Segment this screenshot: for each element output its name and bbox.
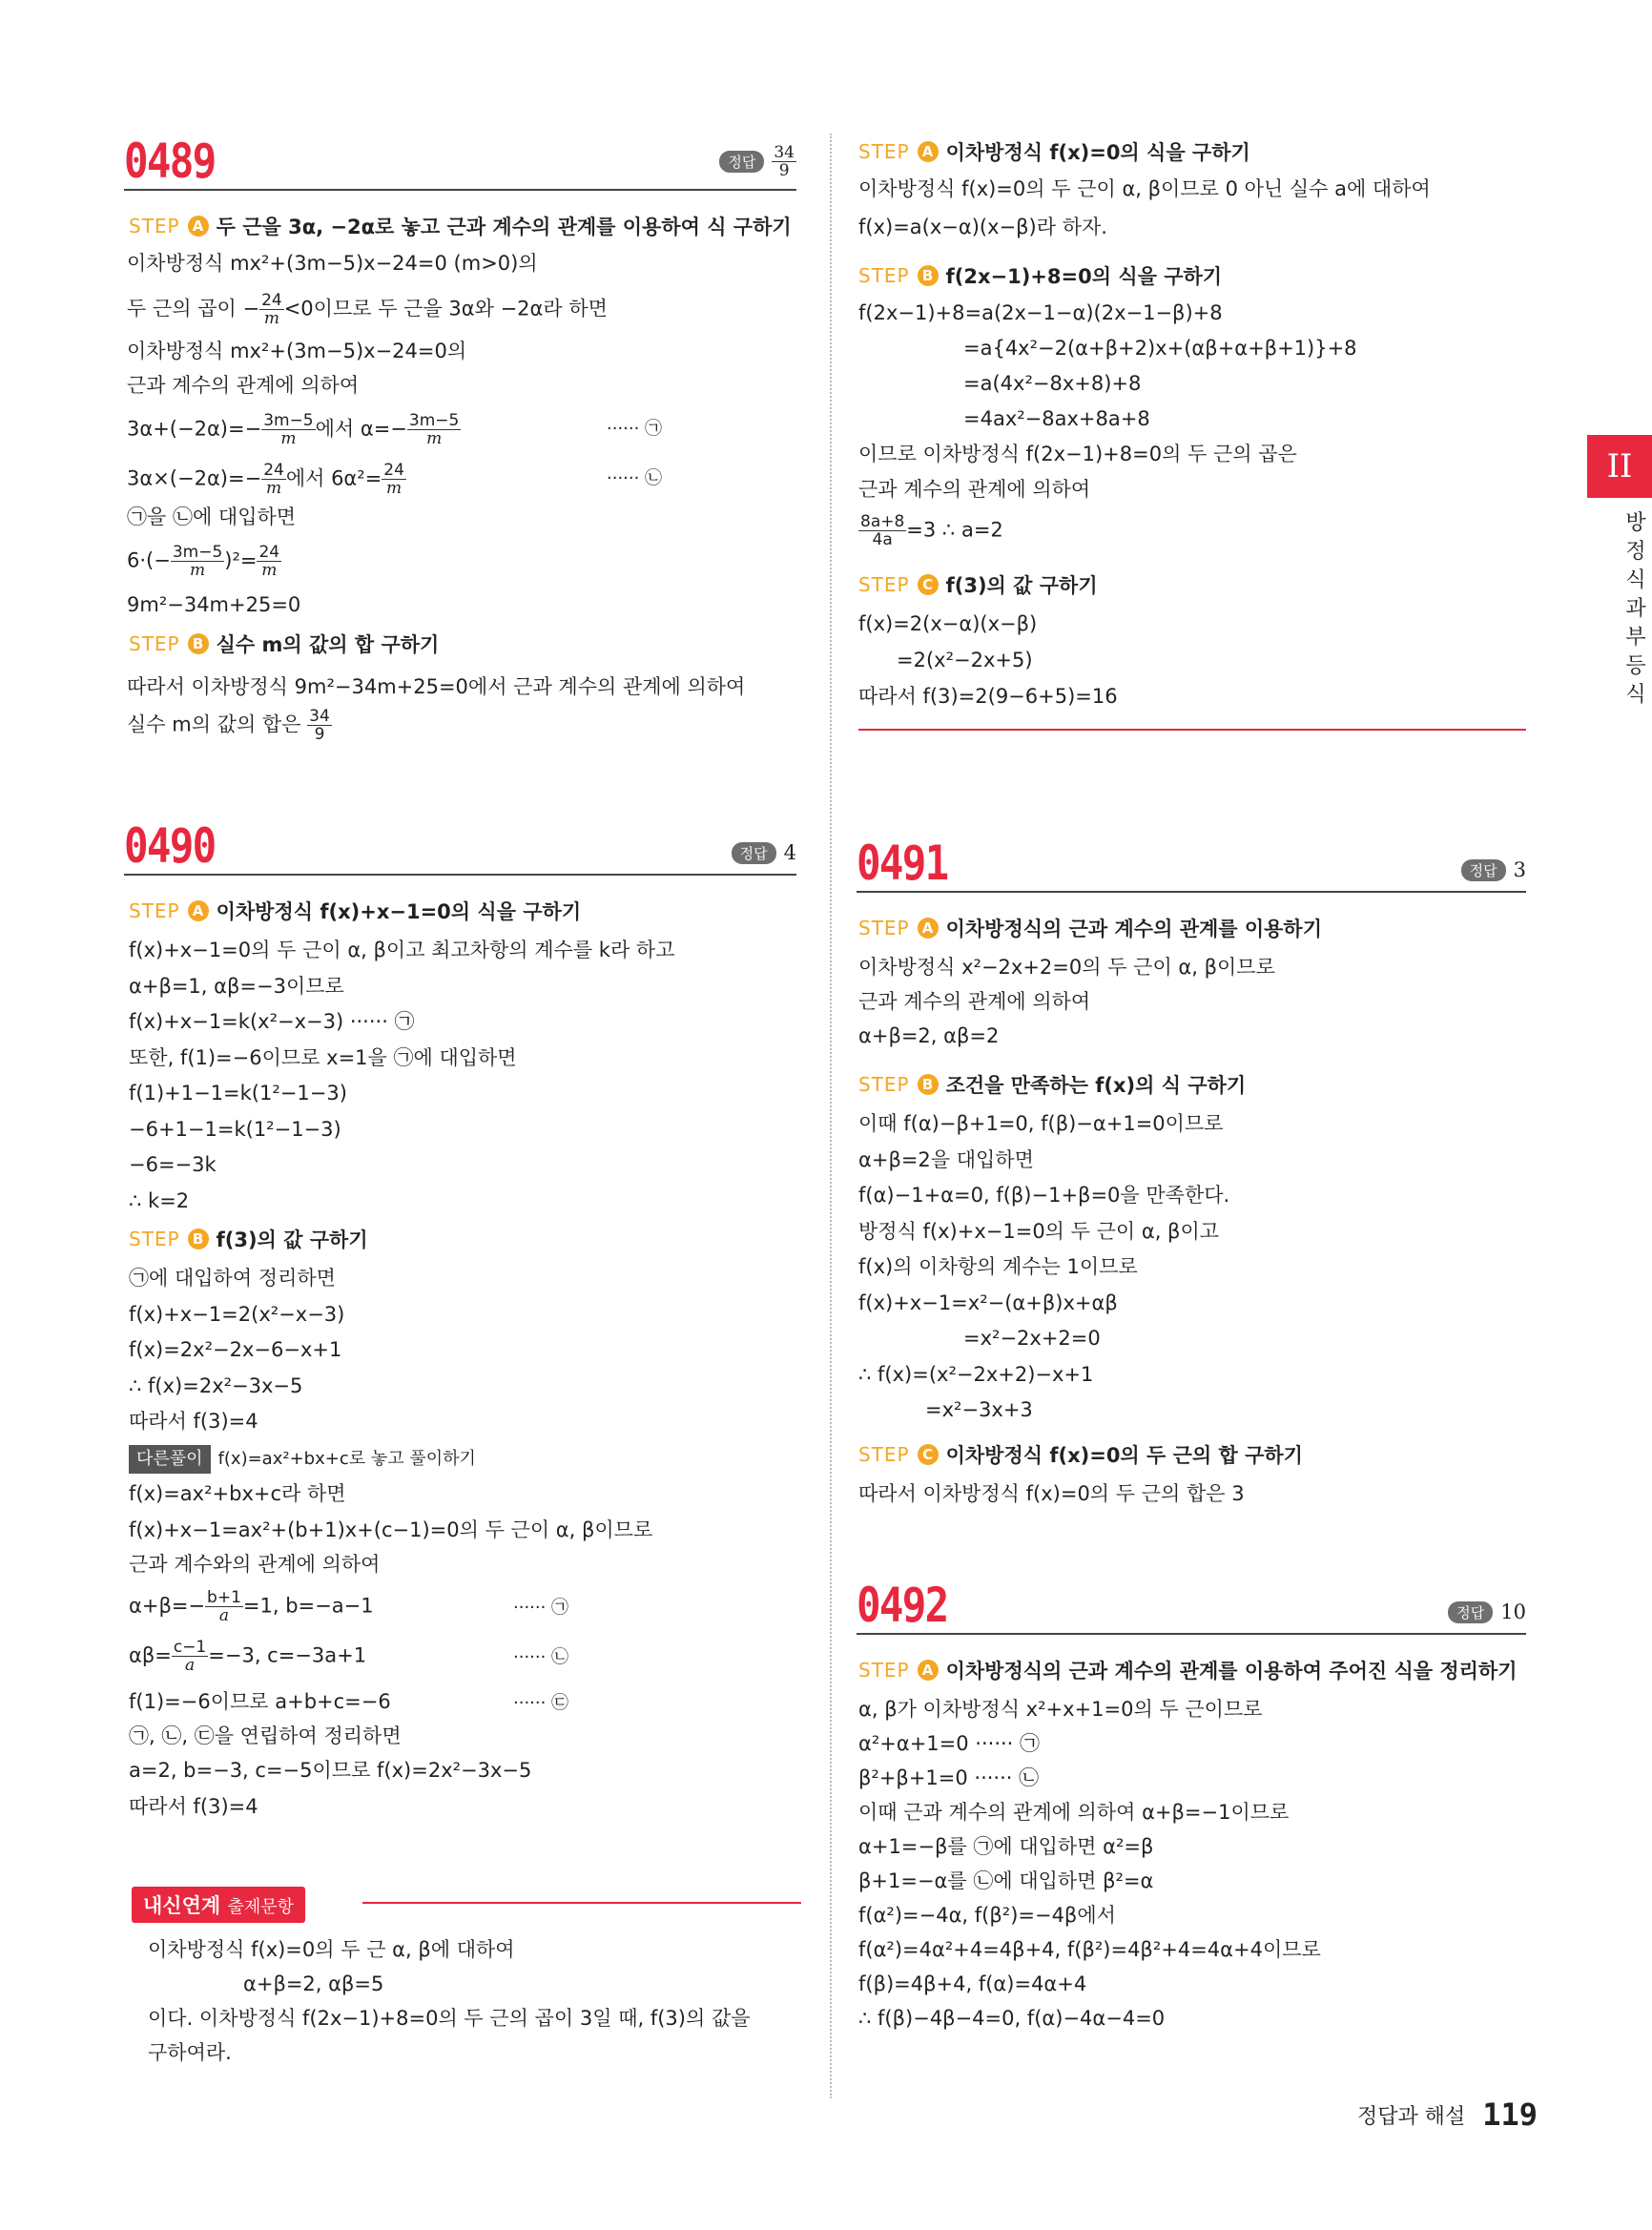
header-rule (857, 1633, 1526, 1635)
problem-0489-header (124, 134, 796, 191)
page-number: 119 (1482, 2096, 1538, 2133)
text-line: 이때 f(α)−β+1=0, f(β)−α+1=0이므로 (858, 1112, 1224, 1135)
text-line: f(x)+x−1=k(x²−x−3) ······ ㉠ (129, 1010, 415, 1033)
step-circle-icon: B (918, 265, 939, 286)
text-line: α+β=2, αβ=2 (858, 1024, 1000, 1047)
text-line: =x²−3x+3 (925, 1398, 1033, 1421)
text-line: f(α)−1+α=0, f(β)−1+β=0을 만족한다. (858, 1184, 1230, 1207)
text-line: 방정식 f(x)+x−1=0의 두 근이 α, β이고 (858, 1219, 1220, 1243)
step-b-heading: STEP B f(2x−1)+8=0의 식을 구하기 (858, 264, 1223, 288)
text-line: f(α²)=−4α, f(β²)=−4β에서 (858, 1904, 1116, 1927)
text-line: f(x)+x−1=0의 두 근이 α, β이고 최고차항의 계수를 k라 하고 (129, 939, 675, 961)
text-line: 두 근의 곱이 − $\frac{24}{m}$ <0이므로 두 근을 3α와 −2α라 하면 (127, 291, 608, 328)
naesin-label: 내신연계 출제문항 (132, 1887, 305, 1923)
text-line: ㉠, ㉡, ㉢을 연립하여 정리하면 (129, 1724, 402, 1747)
text-line: 따라서 f(3)=4 (129, 1410, 258, 1433)
text-line: =a(4x²−8x+8)+8 (963, 372, 1142, 395)
text-line: f(x)+x−1=x²−(α+β)x+αβ (858, 1291, 1118, 1314)
step-circle-icon: B (188, 1229, 209, 1249)
equation-mark: ······ ㉠ (607, 419, 663, 439)
step-a-heading: STEP A 이차방정식의 근과 계수의 관계를 이용하여 주어진 식을 정리하기 (858, 1659, 1518, 1683)
answer (1448, 1600, 1526, 1623)
text-line: β²+β+1=0 ······ ㉡ (858, 1766, 1040, 1789)
text-line: =2(x²−2x+5) (897, 649, 1033, 671)
answer-badge: 정답 (1461, 859, 1506, 881)
step-circle-icon: A (188, 216, 209, 237)
step-b-heading: STEP B 조건을 만족하는 f(x)의 식 구하기 (858, 1073, 1247, 1097)
problem-number: 0491 (857, 836, 948, 891)
text-line: 근과 계수와의 관계에 의하여 (129, 1553, 381, 1576)
text-line: ㉠에 대입하여 정리하면 (129, 1267, 336, 1290)
text-line: ∴ k=2 (129, 1188, 190, 1212)
text-line: f(x)의 이차항의 계수는 1이므로 (858, 1255, 1138, 1278)
step-a-heading: STEP A 이차방정식 f(x)+x−1=0의 식을 구하기 (129, 899, 582, 923)
answer-badge: 정답 (732, 842, 776, 864)
text-line: 이차방정식 f(x)=0의 두 근이 α, β이므로 0 아닌 실수 a에 대하여 (858, 177, 1431, 200)
step-a-heading: STEP A 이차방정식 f(x)=0의 식을 구하기 (858, 140, 1250, 164)
text-line: 따라서 f(3)=2(9−6+5)=16 (858, 685, 1118, 708)
chapter-tab[interactable]: II (1587, 435, 1652, 498)
step-c-heading: STEP C 이차방정식 f(x)=0의 두 근의 합 구하기 (858, 1443, 1303, 1467)
page-footer (1357, 2096, 1538, 2133)
text-line: 이차방정식 mx²+(3m−5)x−24=0 (m>0)의 (127, 252, 538, 275)
section-end-rule (858, 729, 1526, 731)
text-line: f(x)=a(x−α)(x−β)라 하자. (858, 216, 1107, 238)
text-line: f(2x−1)+8=a(2x−1−α)(2x−1−β)+8 (858, 301, 1223, 324)
step-circle-icon: A (188, 900, 209, 921)
text-line: 이므로 이차방정식 f(2x−1)+8=0의 두 근의 곱은 (858, 443, 1297, 465)
text-line: ∴ f(x)=2x²−3x−5 (129, 1373, 303, 1397)
answer (732, 841, 796, 864)
text-line: f(x)=2(x−α)(x−β) (858, 612, 1038, 635)
text-line: 이차방정식 x²−2x+2=0의 두 근이 α, β이므로 (858, 956, 1275, 979)
step-circle-icon: A (918, 918, 939, 939)
text-line: =4ax²−8ax+8a+8 (963, 407, 1150, 430)
alt-solution-label: 다른풀이 (129, 1445, 211, 1474)
step-circle-icon: B (918, 1074, 939, 1095)
text-line: α²+α+1=0 ······ ㉠ (858, 1732, 1041, 1755)
text-line: α+β=2, αβ=5 (243, 1972, 384, 1995)
alt-solution-heading: 다른풀이 f(x)=ax²+bx+c로 놓고 풀이하기 (129, 1444, 476, 1474)
text-line: 9m²−34m+25=0 (127, 593, 301, 616)
problem-number: 0490 (124, 818, 216, 874)
text-line: f(α²)=4α²+4=4β+4, f(β²)=4β²+4=4α+4이므로 (858, 1938, 1321, 1961)
step-circle-icon: A (918, 1660, 939, 1681)
step-circle-icon: C (918, 574, 939, 595)
text-line: ∴ f(β)−4β−4=0, f(α)−4α−4=0 (858, 2007, 1166, 2030)
equation-mark: ······ ㉠ (513, 1598, 569, 1618)
text-line: 6·(− $\frac{3m-5}{m}$ )²= $\frac{24}{m}$ (127, 543, 280, 580)
step-a-heading: STEP A 이차방정식의 근과 계수의 관계를 이용하기 (858, 917, 1323, 940)
chapter-title: 방 정 식 과 부 등 식 (1625, 511, 1646, 707)
text-line: 3α+(−2α)=− $\frac{3m-5}{m}$ 에서 α=− $\frac{3m-5}{m}$ (127, 411, 460, 448)
text-line: β+1=−α를 ㉡에 대입하면 β²=α (858, 1869, 1154, 1892)
header-rule (124, 874, 796, 876)
problem-0491-header (857, 836, 1526, 893)
text-line: =x²−2x+2=0 (963, 1327, 1101, 1350)
answer-badge: 정답 (1448, 1601, 1493, 1623)
answer-value: 3 (1513, 858, 1526, 881)
text-line: ∴ f(x)=(x²−2x+2)−x+1 (858, 1362, 1094, 1386)
text-line: f(x)=ax²+bx+c라 하면 (129, 1482, 346, 1505)
text-line: 근과 계수의 관계에 의하여 (127, 374, 360, 397)
text-line: f(x)=2x²−2x−6−x+1 (129, 1338, 342, 1361)
text-line: f(1)=−6이므로 a+b+c=−6 (129, 1690, 391, 1713)
footer-label: 정답과 해설 (1356, 2104, 1466, 2129)
text-line: 3α×(−2α)=− $\frac{24}{m}$ 에서 6α²= $\frac{24}{m}$ (127, 461, 404, 498)
text-line: f(x)+x−1=ax²+(b+1)x+(c−1)=0의 두 근이 α, β이므로 (129, 1518, 653, 1541)
text-line: ㉠을 ㉡에 대입하면 (127, 506, 297, 528)
text-line: 따라서 이차방정식 9m²−34m+25=0에서 근과 계수의 관계에 의하여 (127, 675, 746, 698)
answer-value: 10 (1500, 1600, 1526, 1623)
text-line: α+β=1, αβ=−3이므로 (129, 974, 344, 998)
text-line: 이차방정식 f(x)=0의 두 근 α, β에 대하여 (148, 1938, 515, 1961)
equation-mark: ······ ㉡ (607, 468, 663, 488)
text-line: 근과 계수의 관계에 의하여 (858, 478, 1091, 501)
text-line: 이다. 이차방정식 f(2x−1)+8=0의 두 근의 곱이 3일 때, f(3)의 값을 (148, 2007, 751, 2030)
text-line: α+1=−β를 ㉠에 대입하면 α²=β (858, 1835, 1154, 1858)
step-a-heading: STEP A 두 근을 3α, −2α로 놓고 근과 계수의 관계를 이용하여 식 구하기 (129, 215, 792, 238)
step-b-heading: STEP B 실수 m의 값의 합 구하기 (129, 632, 440, 656)
text-line: f(β)=4β+4, f(α)=4α+4 (858, 1972, 1087, 1995)
naesin-heading (132, 1887, 305, 1923)
answer-fraction: $\frac{34}{9}$ (774, 143, 795, 180)
problem-number: 0489 (124, 134, 216, 189)
problem-0490-header (124, 818, 796, 876)
text-line: −6=−3k (129, 1153, 217, 1176)
column-divider (830, 134, 832, 2098)
text-line: a=2, b=−3, c=−5이므로 f(x)=2x²−3x−5 (129, 1759, 532, 1782)
text-line: α+β=− $\frac{b+1}{a}$ =1, b=−a−1 (129, 1588, 374, 1625)
answer (1461, 858, 1526, 881)
text-line: 따라서 이차방정식 f(x)=0의 두 근의 합은 3 (858, 1482, 1245, 1505)
text-line: f(x)+x−1=2(x²−x−3) (129, 1302, 345, 1326)
text-line: $\frac{8a+8}{4a}$ =3 ∴ a=2 (860, 512, 1003, 549)
text-line: 따라서 f(3)=4 (129, 1795, 258, 1818)
text-line: 근과 계수의 관계에 의하여 (858, 990, 1091, 1013)
text-line: f(1)+1−1=k(1²−1−3) (129, 1082, 347, 1105)
text-line: −6+1−1=k(1²−1−3) (129, 1117, 341, 1141)
step-c-heading: STEP C f(3)의 값 구하기 (858, 573, 1098, 597)
step-circle-icon: A (918, 141, 939, 162)
answer-value: 4 (783, 841, 796, 864)
text-line: 이때 근과 계수의 관계에 의하여 α+β=−1이므로 (858, 1801, 1290, 1824)
naesin-rule (362, 1902, 801, 1904)
step-b-heading: STEP B f(3)의 값 구하기 (129, 1228, 368, 1251)
text-line: =a{4x²−2(α+β+2)x+(αβ+α+β+1)}+8 (963, 337, 1357, 360)
text-line: α, β가 이차방정식 x²+x+1=0의 두 근이므로 (858, 1698, 1263, 1721)
text-line: αβ= $\frac{c-1}{a}$ =−3, c=−3a+1 (129, 1638, 367, 1675)
equation-mark: ······ ㉢ (513, 1693, 569, 1713)
problem-number: 0492 (857, 1578, 948, 1633)
header-rule (124, 189, 796, 191)
step-circle-icon: C (918, 1444, 939, 1465)
answer-badge: 정답 (719, 151, 764, 173)
text-line: 실수 m의 값의 합은 $\frac{34}{9}$ (127, 707, 330, 744)
equation-mark: ······ ㉡ (513, 1647, 569, 1667)
answer (719, 144, 796, 179)
text-line: 이차방정식 mx²+(3m−5)x−24=0의 (127, 340, 467, 362)
text-line: 구하여라. (148, 2041, 232, 2064)
header-rule (857, 891, 1526, 893)
step-circle-icon: B (188, 633, 209, 654)
text-line: 또한, f(1)=−6이므로 x=1을 ㉠에 대입하면 (129, 1045, 517, 1069)
text-line: α+β=2을 대입하면 (858, 1147, 1034, 1171)
problem-0492-header (857, 1578, 1526, 1635)
